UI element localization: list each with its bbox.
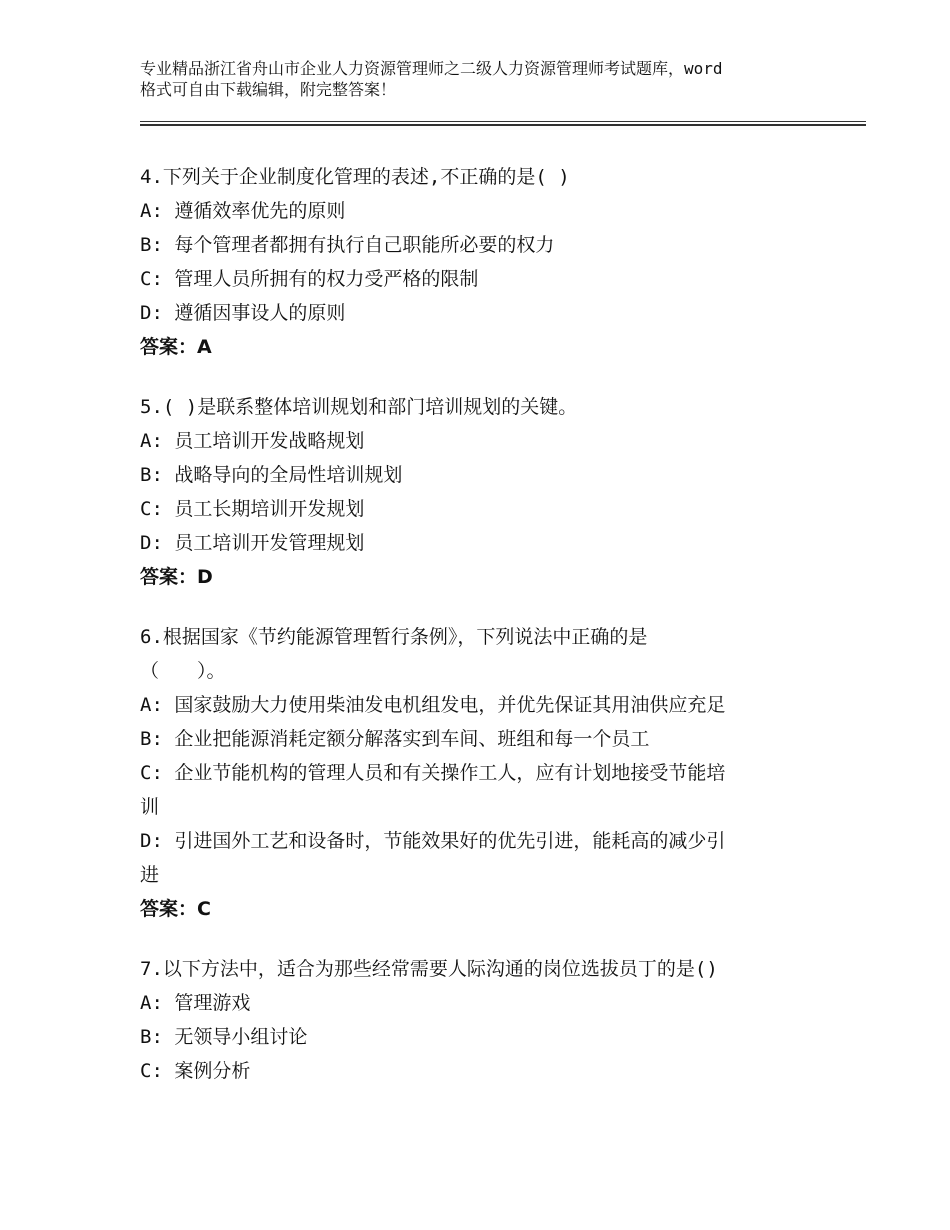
option-d: D: 遵循因事设人的原则 — [140, 302, 346, 324]
option-c-line-1: C: 企业节能机构的管理人员和有关操作工人，应有计划地接受节能培 — [140, 762, 726, 784]
option-d: D: 员工培训开发管理规划 — [140, 532, 365, 554]
header-divider-thick — [140, 124, 866, 126]
option-c: C: 员工长期培训开发规划 — [140, 498, 365, 520]
answer: 答案：D — [140, 566, 213, 588]
option-a: A: 国家鼓励大力使用柴油发电机组发电，并优先保证其用油供应充足 — [140, 694, 726, 716]
question-4 — [140, 160, 820, 364]
question-5 — [140, 390, 820, 594]
option-a: A: 遵循效率优先的原则 — [140, 200, 346, 222]
header-divider-thin — [140, 121, 866, 122]
option-a: A: 管理游戏 — [140, 992, 251, 1014]
header-title-line-2: 格式可自由下载编辑，附完整答案！ — [140, 80, 397, 99]
question-title: 5.( )是联系整体培训规划和部门培训规划的关键。 — [140, 396, 578, 418]
option-c: C: 案例分析 — [140, 1060, 251, 1082]
question-6 — [140, 620, 820, 926]
question-title: 4.下列关于企业制度化管理的表述,不正确的是( ) — [140, 166, 570, 188]
header-title-line-1: 专业精品浙江省舟山市企业人力资源管理师之二级人力资源管理师考试题库，word — [140, 59, 723, 78]
question-title-line-1: 6.根据国家《节约能源管理暂行条例》，下列说法中正确的是 — [140, 626, 648, 648]
option-b: B: 无领导小组讨论 — [140, 1026, 308, 1048]
answer: 答案：C — [140, 898, 211, 920]
option-d-line-2: 进 — [140, 864, 160, 886]
question-7 — [140, 952, 820, 1088]
page-header — [140, 58, 840, 100]
option-c-line-2: 训 — [140, 796, 160, 818]
answer: 答案：A — [140, 336, 212, 358]
question-list — [140, 160, 820, 1114]
option-b: B: 战略导向的全局性培训规划 — [140, 464, 403, 486]
option-c: C: 管理人员所拥有的权力受严格的限制 — [140, 268, 479, 290]
option-b: B: 每个管理者都拥有执行自己职能所必要的权力 — [140, 234, 555, 256]
question-title: 7.以下方法中，适合为那些经常需要人际沟通的岗位选拔员丁的是() — [140, 958, 718, 980]
option-a: A: 员工培训开发战略规划 — [140, 430, 365, 452]
option-d-line-1: D: 引进国外工艺和设备时，节能效果好的优先引进，能耗高的减少引 — [140, 830, 726, 852]
question-title-line-2: （ ）。 — [140, 660, 226, 682]
option-b: B: 企业把能源消耗定额分解落实到车间、班组和每一个员工 — [140, 728, 650, 750]
